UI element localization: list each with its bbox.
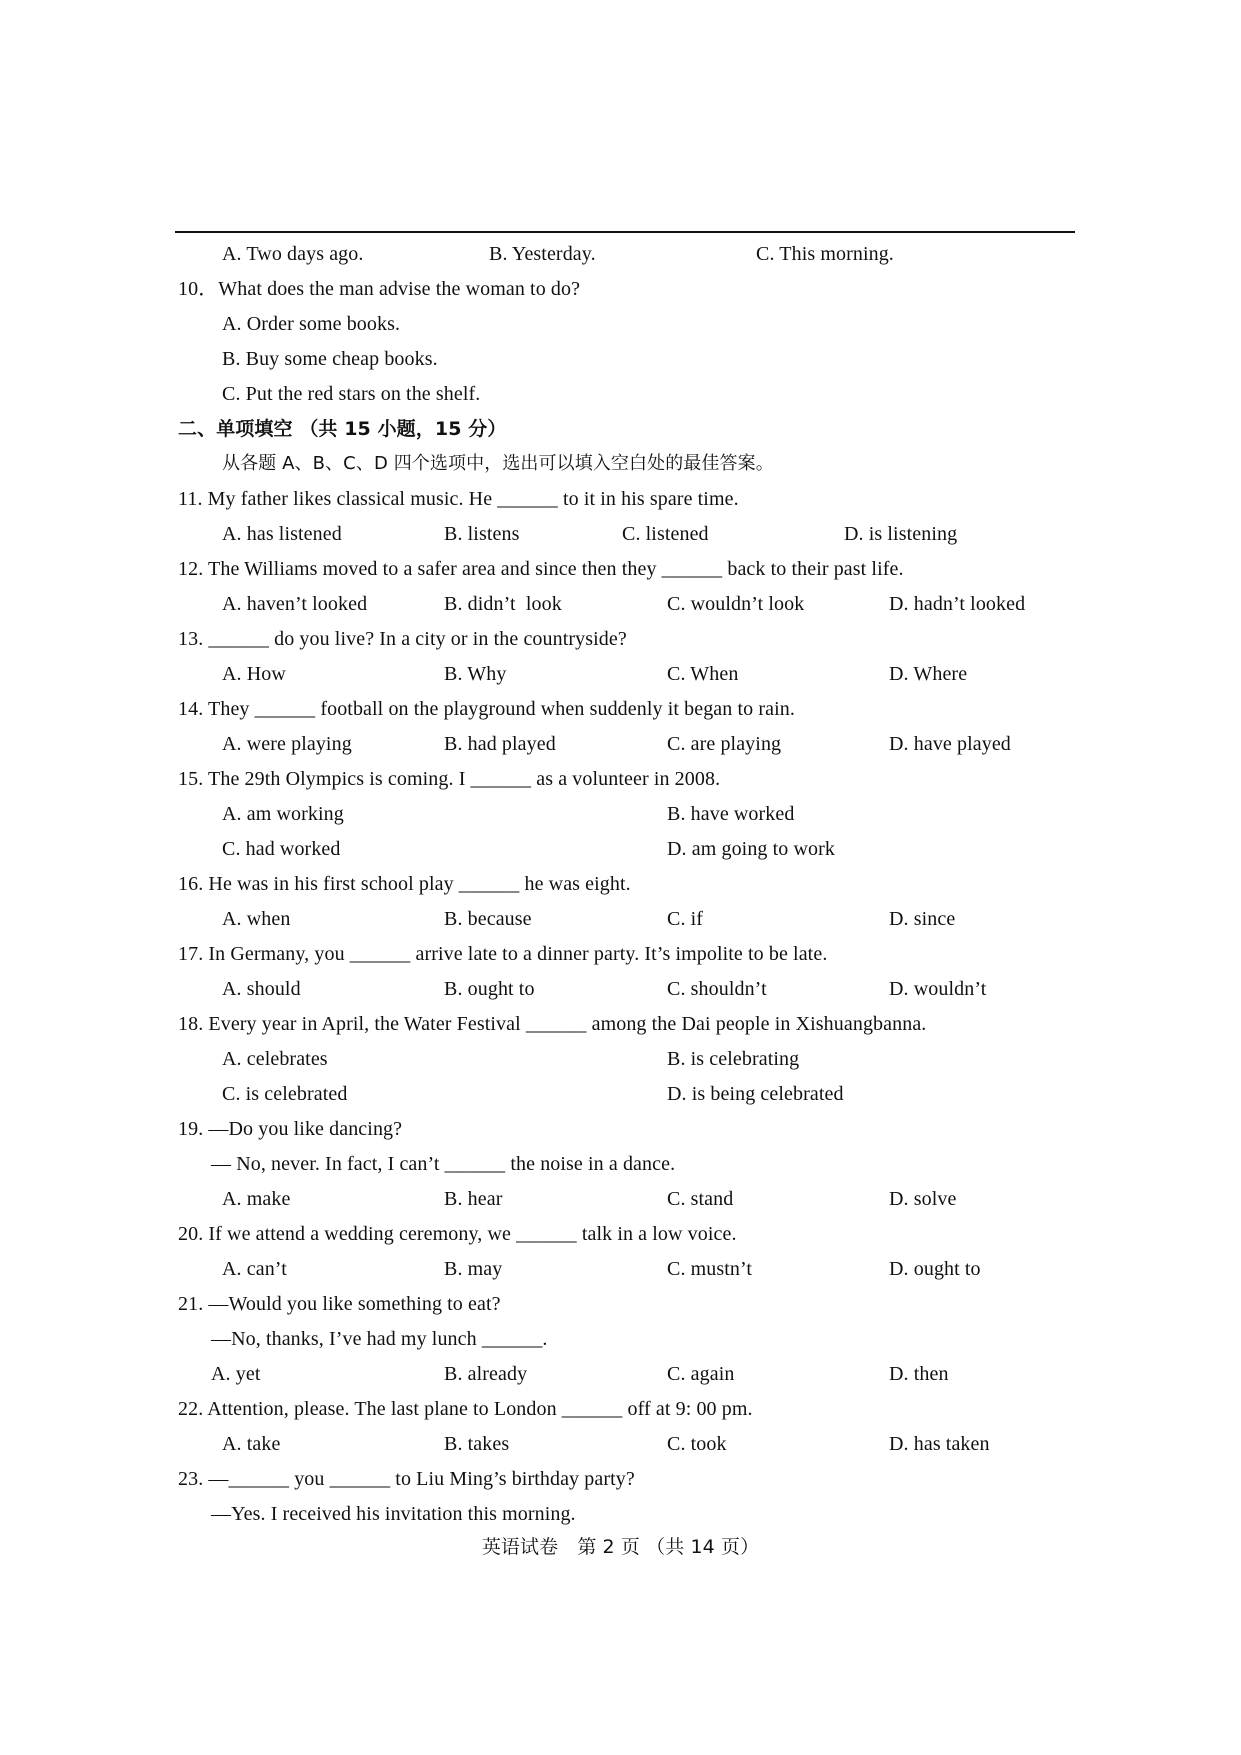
q11-option-a: A. has listened [222,523,342,545]
q12-option-d: D. hadn’t looked [889,593,1026,615]
q12-option-a: A. haven’t looked [222,593,368,615]
q13-option-a: A. How [222,663,286,685]
q19-stem: 19. —Do you like dancing? [178,1118,403,1140]
q15-option-b: B. have worked [667,803,795,825]
q22-option-c: C. took [667,1433,727,1455]
q21-stem: 21. —Would you like something to eat? [178,1293,501,1315]
q9-option-a: A. Two days ago. [222,243,364,265]
q18-option-a: A. celebrates [222,1048,328,1070]
q12-option-b: B. didn’t look [444,593,562,615]
q20-option-c: C. mustn’t [667,1258,753,1280]
q20-option-b: B. may [444,1258,503,1280]
q22-option-d: D. has taken [889,1433,990,1455]
q10-stem: 10．What does the man advise the woman to do? [178,278,581,300]
q23-stem: 23. —______ you ______ to Liu Ming’s birthday party? [178,1468,635,1490]
q9-option-c: C. This morning. [756,243,894,265]
q11-option-b: B. listens [444,523,520,545]
q22-stem: 22. Attention, please. The last plane to London ______ off at 9: 00 pm. [178,1398,753,1420]
q11-stem: 11. My father likes classical music. He ______ to it in his spare time. [178,488,739,510]
q13-option-d: D. Where [889,663,968,685]
header-rule [175,231,1075,233]
q19-option-a: A. make [222,1188,291,1210]
q21-option-c: C. again [667,1363,735,1385]
q17-stem: 17. In Germany, you ______ arrive late to a dinner party. It’s impolite to be late. [178,943,828,965]
q23-reply: —Yes. I received his invitation this morning. [211,1503,576,1525]
q20-option-d: D. ought to [889,1258,981,1280]
q13-option-b: B. Why [444,663,507,685]
q17-option-a: A. should [222,978,301,1000]
q19-reply: — No, never. In fact, I can’t ______ the noise in a dance. [211,1153,676,1175]
q9-option-b: B. Yesterday. [489,243,596,265]
q10-option-a: A. Order some books. [222,313,401,335]
q11-option-c: C. listened [622,523,709,545]
q22-option-b: B. takes [444,1433,510,1455]
q18-option-c: C. is celebrated [222,1083,348,1105]
q18-option-b: B. is celebrating [667,1048,800,1070]
q15-stem: 15. The 29th Olympics is coming. I ______ as a volunteer in 2008. [178,768,721,790]
q16-option-a: A. when [222,908,291,930]
q14-stem: 14. They ______ football on the playground when suddenly it began to rain. [178,698,795,720]
q15-option-a: A. am working [222,803,344,825]
section-instruction: 从各题 A、B、C、D 四个选项中，选出可以填入空白处的最佳答案。 [222,453,774,474]
q13-option-c: C. When [667,663,739,685]
q16-stem: 16. He was in his first school play ______ he was eight. [178,873,631,895]
q22-option-a: A. take [222,1433,281,1455]
q21-reply: —No, thanks, I’ve had my lunch ______. [211,1328,548,1350]
q21-option-d: D. then [889,1363,949,1385]
q20-stem: 20. If we attend a wedding ceremony, we ______ talk in a low voice. [178,1223,737,1245]
q14-option-b: B. had played [444,733,556,755]
q12-option-c: C. wouldn’t look [667,593,805,615]
section-heading: 二、单项填空 （共 15 小题，15 分） [178,418,507,440]
q17-option-d: D. wouldn’t [889,978,987,1000]
q17-option-c: C. shouldn’t [667,978,767,1000]
q16-option-d: D. since [889,908,956,930]
q18-option-d: D. is being celebrated [667,1083,844,1105]
q17-option-b: B. ought to [444,978,535,1000]
q10-option-b: B. Buy some cheap books. [222,348,438,370]
q14-option-d: D. have played [889,733,1011,755]
q13-stem: 13. ______ do you live? In a city or in the countryside? [178,628,627,650]
q14-option-a: A. were playing [222,733,352,755]
q18-stem: 18. Every year in April, the Water Festival ______ among the Dai people in Xishuangbanna. [178,1013,927,1035]
q21-option-a: A. yet [211,1363,261,1385]
q11-option-d: D. is listening [844,523,958,545]
q15-option-c: C. had worked [222,838,341,860]
q15-option-d: D. am going to work [667,838,835,860]
q10-option-c: C. Put the red stars on the shelf. [222,383,481,405]
q20-option-a: A. can’t [222,1258,287,1280]
q14-option-c: C. are playing [667,733,782,755]
q19-option-c: C. stand [667,1188,734,1210]
q21-option-b: B. already [444,1363,528,1385]
q19-option-d: D. solve [889,1188,957,1210]
q12-stem: 12. The Williams moved to a safer area and since then they ______ back to their past life. [178,558,904,580]
q16-option-c: C. if [667,908,704,930]
q16-option-b: B. because [444,908,532,930]
q19-option-b: B. hear [444,1188,503,1210]
page-footer: 英语试卷 第 2 页 （共 14 页） [481,1536,760,1558]
